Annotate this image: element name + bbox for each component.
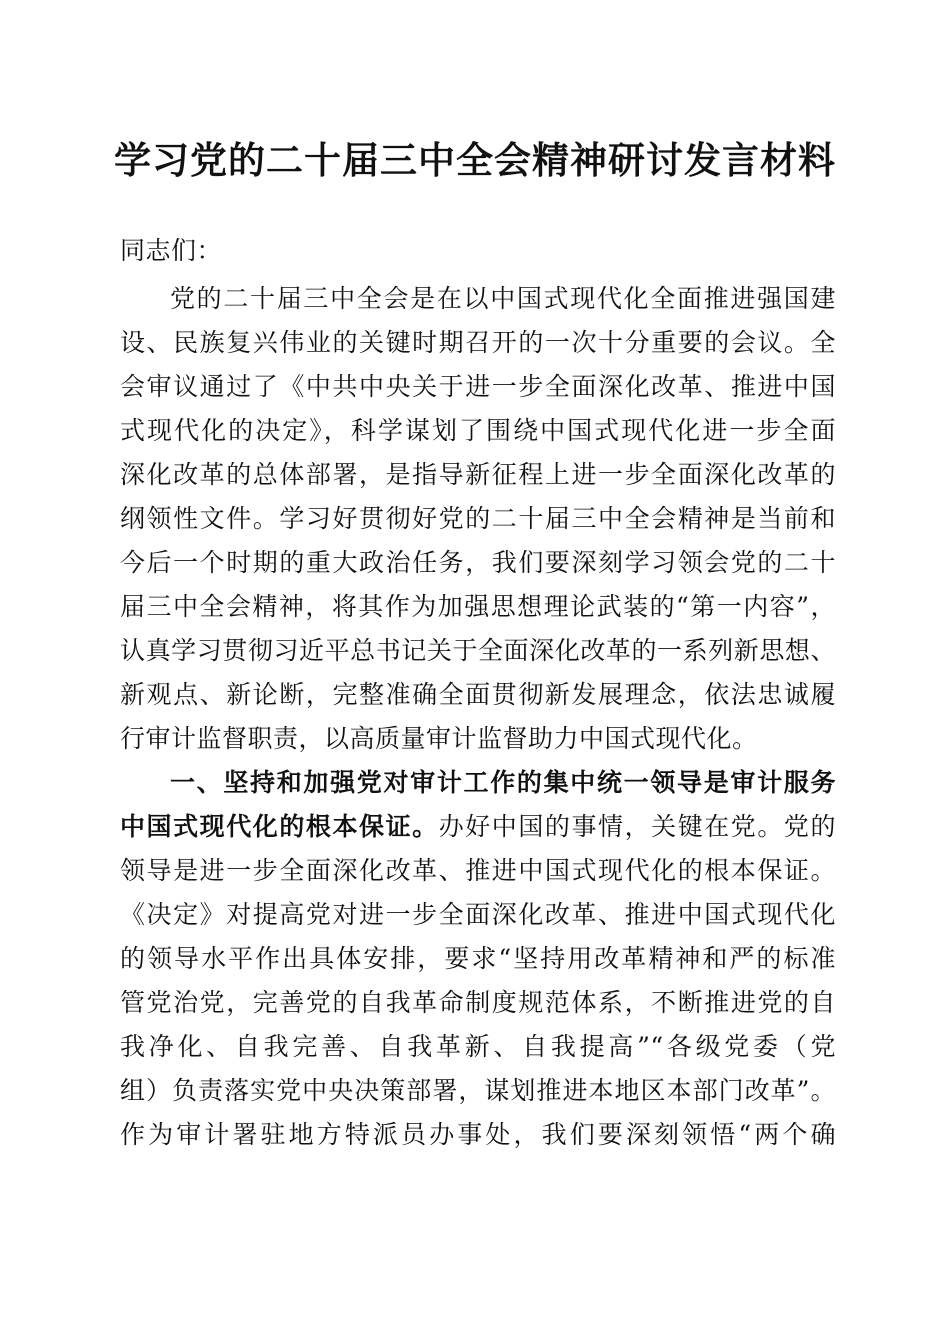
paragraph-line: 作为审计署驻地方特派员办事处，我们要深刻领悟“两个确 (120, 1120, 836, 1149)
paragraph-line: 届三中全会精神，将其作为加强思想理论武装的“第一内容”， (120, 592, 836, 621)
section-heading (170, 768, 836, 798)
paragraph-line: 我净化、自我完善、自我革新、自我提高”“各级党委（党 (120, 1032, 836, 1061)
paragraph-line: 会审议通过了《中共中央关于进一步全面深化改革、推进中国 (120, 372, 836, 401)
section-heading-text: 一、坚持和加强党对审计工作的集中统一领导是审计服务 (170, 768, 836, 797)
paragraph-line: 党的二十届三中全会是在以中国式现代化全面推进强国建 (170, 284, 836, 313)
paragraph-line: 领导是进一步全面深化改革、推进中国式现代化的根本保证。 (120, 856, 836, 885)
paragraph-line: 新观点、新论断，完整准确全面贯彻新发展理念，依法忠诚履 (120, 680, 836, 709)
paragraph-line: 行审计监督职责，以高质量审计监督助力中国式现代化。 (120, 724, 758, 753)
paragraph-line: 管党治党，完善党的自我革命制度规范体系，不断推进党的自 (120, 988, 836, 1017)
paragraph-line: 组）负责落实党中央决策部署，谋划推进本地区本部门改革”。 (120, 1076, 836, 1105)
paragraph-line: 的领导水平作出具体安排，要求“坚持用改革精神和严的标准 (120, 944, 836, 973)
paragraph-line: 设、民族复兴伟业的关键时期召开的一次十分重要的会议。全 (120, 328, 836, 357)
paragraph-line: 今后一个时期的重大政治任务，我们要深刻学习领会党的二十 (120, 548, 836, 577)
page-title: 学习党的二十届三中全会精神研讨发言材料 (114, 138, 836, 182)
paragraph-line: 纲领性文件。学习好贯彻好党的二十届三中全会精神是当前和 (120, 504, 836, 533)
paragraph-line: 式现代化的决定》，科学谋划了围绕中国式现代化进一步全面 (120, 416, 836, 445)
paragraph-text: 办好中国的事情，关键在党。党的 (438, 812, 836, 841)
paragraph-line: 《决定》对提高党对进一步全面深化改革、推进中国式现代化 (120, 900, 836, 929)
salutation: 同志们： (120, 236, 223, 265)
section-heading-text: 中国式现代化的根本保证。 (120, 812, 439, 841)
section-heading-line (120, 812, 836, 842)
paragraph-line: 认真学习贯彻习近平总书记关于全面深化改革的一系列新思想、 (120, 636, 836, 665)
paragraph-line: 深化改革的总体部署，是指导新征程上进一步全面深化改革的 (120, 460, 836, 489)
